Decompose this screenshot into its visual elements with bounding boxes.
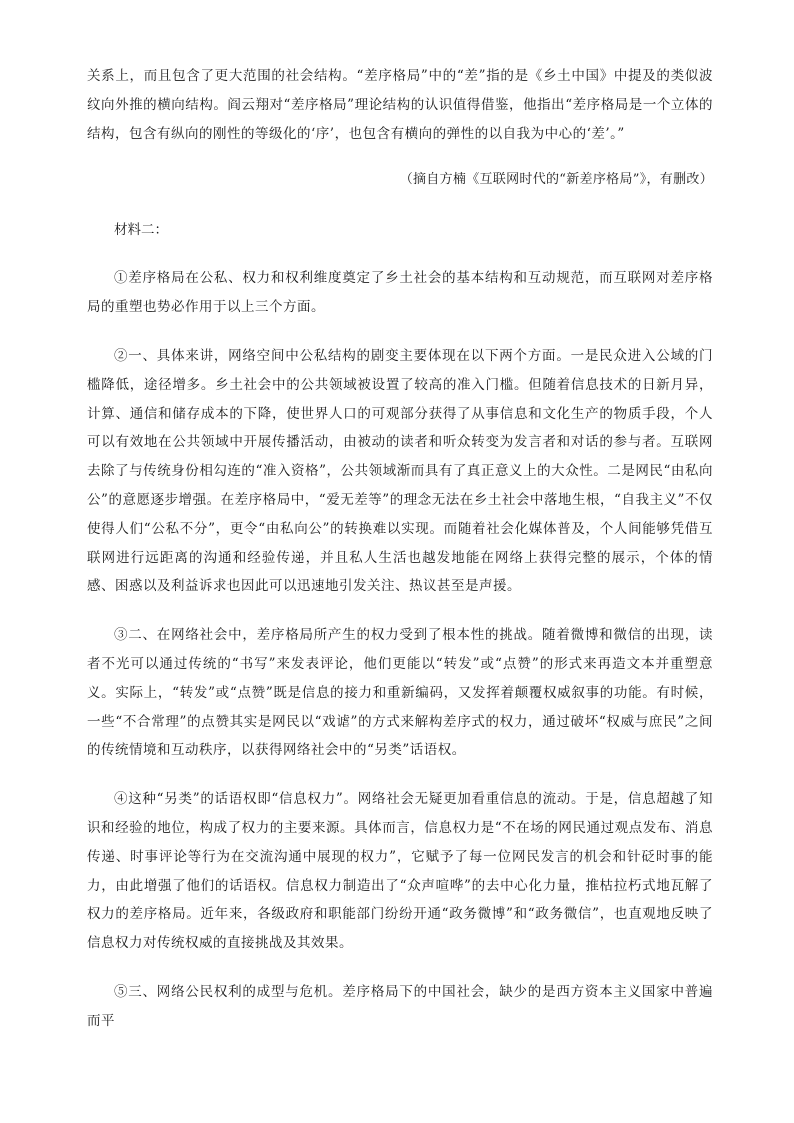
source-citation: （摘自方楠《互联网时代的“新差序格局”》，有删改） [399,172,713,188]
paragraph-3: ③二、在网络社会中，差序格局所产生的权力受到了根本性的挑战。随着微博和微信的出现，读者不光可以通过传统的“书写”来发表评论，他们更能以“转发”或“点赞”的形式来再造文本并重塑意义。实际上，“转发”或“点赞”既是信息的接力和重新编码，又发挥着颠覆权威叙事的功能。有时候，一些“不合常理”的点赞其实是网民以“戏谑”的方式来解构差序式的权力，通过破坏“权威与庶民”之间的传统情境和互动秩序，以获得网络社会中的“另类”话语权。 [87,627,713,759]
intro-paragraph: 关系上，而且包含了更大范围的社会结构。“差序格局”中的“差”指的是《乡土中国》中提及的类似波纹向外推的横向结构。阎云翔对“差序格局”理论结构的认识值得借鉴，他指出“差序格局是一个立体的结构，包含有纵向的刚性的等级化的‘序’，也包含有横向的弹性的以自我为中心的‘差’。” [87,68,713,142]
paragraph-5: ⑤三、网络公民权利的成型与危机。差序格局下的中国社会，缺少的是西方资本主义国家中普遍而平 [87,983,713,1029]
paragraph-4: ④这种“另类”的话语权即“信息权力”。网络社会无疑更加看重信息的流动。于是，信息超越了知识和经验的地位，构成了权力的主要来源。具体而言，信息权力是“不在场的网民通过观点发布、消息传递、时事评论等行为在交流沟通中展现的权力”，它赋予了每一位网民发言的机会和针砭时事的能力，由此增强了他们的话语权。信息权力制造出了“众声喧哗”的去中心化力量，推枯拉朽式地瓦解了权力的差序格局。近年来，各级政府和职能部门纷纷开通“政务微博”和“政务微信”，也直观地反映了信息权力对传统权威的直接挑战及其效果。 [87,791,713,952]
paragraph-2: ②一、具体来讲，网络空间中公私结构的剧变主要体现在以下两个方面。一是民众进入公域的门槛降低，途径增多。乡土社会中的公共领域被设置了较高的准入门槛。但随着信息技术的日新月异，计算、通信和储存成本的下降，使世界人口的可观部分获得了从事信息和文化生产的物质手段，个人可以有效地在公共领域中开展传播活动，由被动的读者和听众转变为发言者和对话的参与者。互联网去除了与传统身份相勾连的“准入资格”，公共领域渐而具有了真正意义上的大众性。二是网民“由私向公”的意愿逐步增强。在差序格局中，“爱无差等”的理念无法在乡土社会中落地生根，“自我主义”不仅使得人们“公私不分”，更令“由私向公”的转换难以实现。而随着社会化媒体普及，个人间能够凭借互联网进行远距离的沟通和经验传递，并且私人生活也越发地能在网络上获得完整的展示，个体的情感、困惑以及利益诉求也因此可以迅速地引发关注、热议甚至是声援。 [87,347,713,595]
material-heading: 材料二： [114,222,168,239]
document-page [87,62,713,1036]
paragraph-1: ①差序格局在公私、权力和权利维度奠定了乡土社会的基本结构和互动规范，而互联网对差序格局的重塑也势必作用于以上三个方面。 [87,270,713,316]
